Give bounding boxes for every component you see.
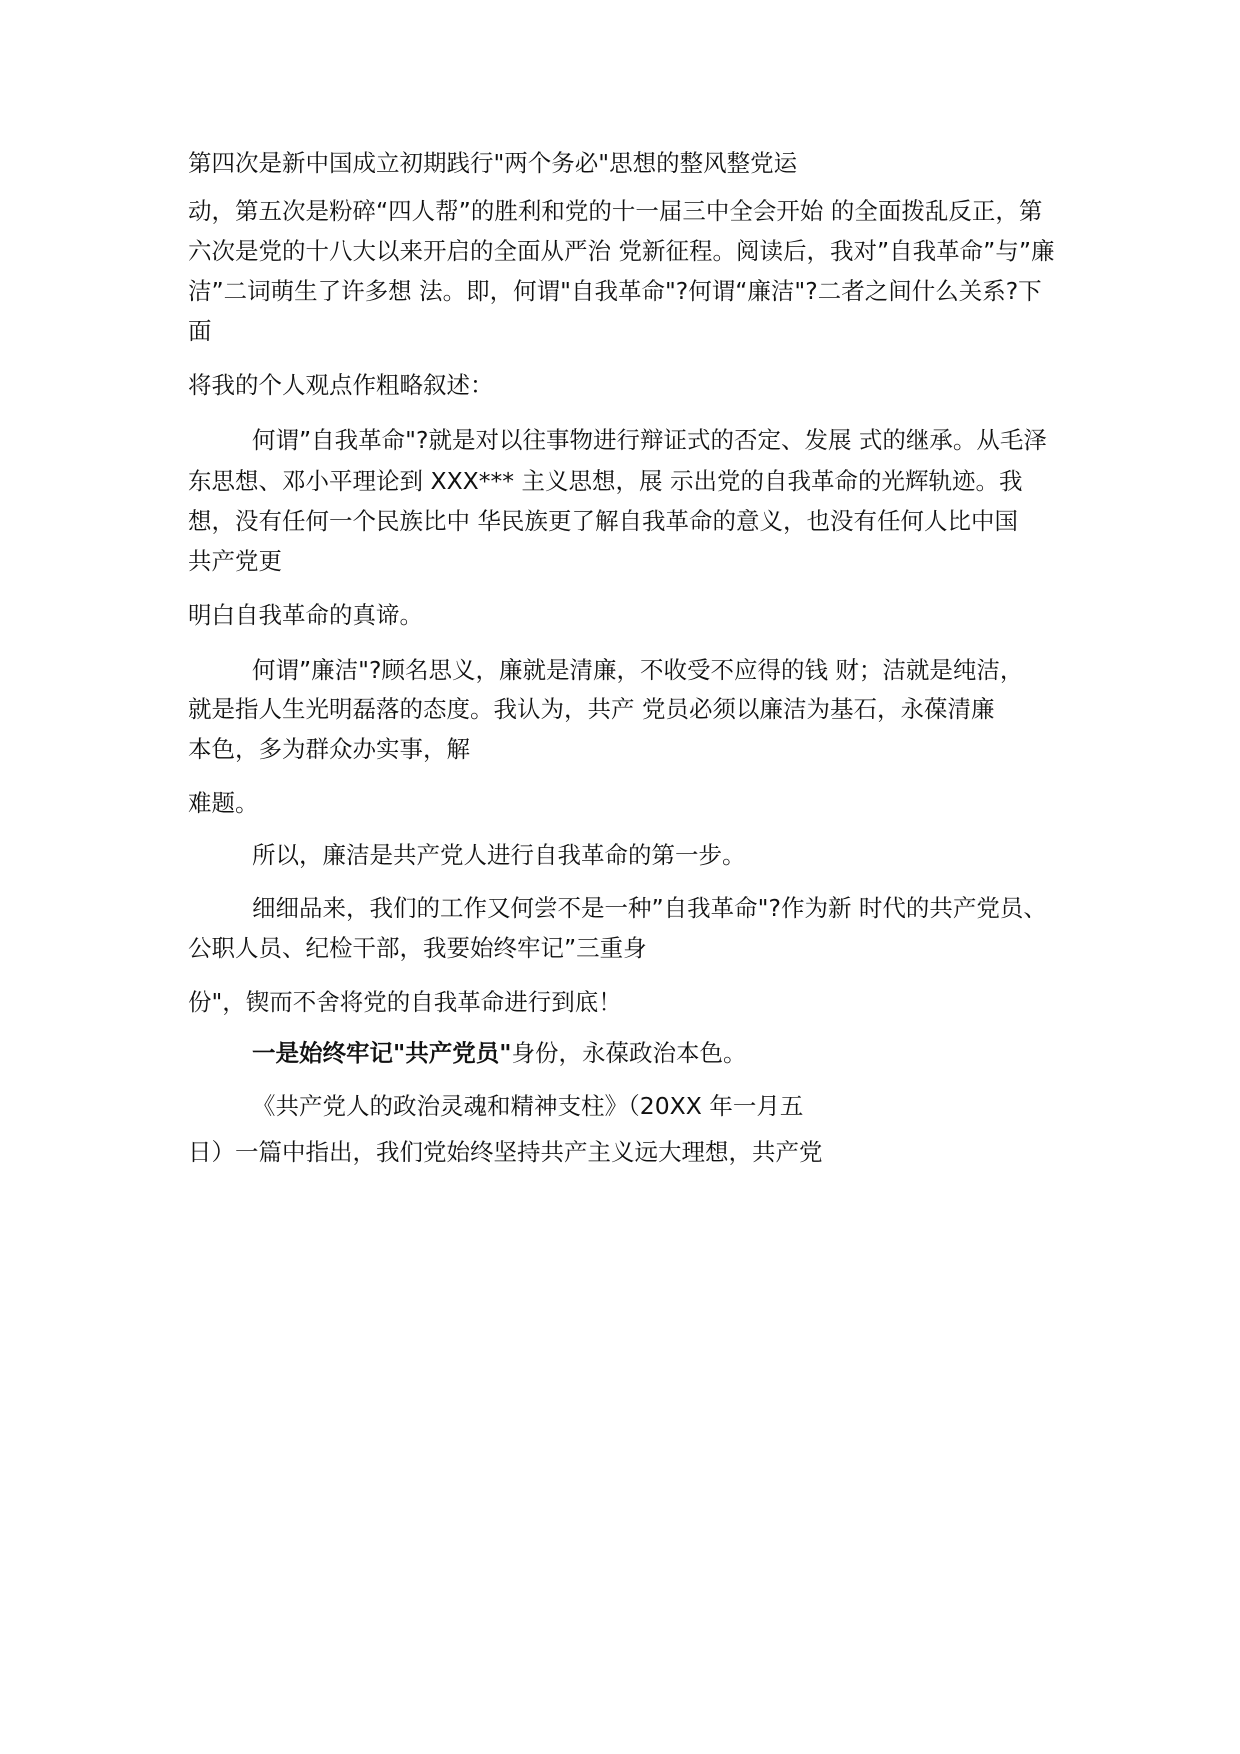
heading-suffix: 身份，永葆政治本色。 <box>511 1039 747 1067</box>
text-line-19: 份"，锲而不舍将党的自我革命进行到底！ <box>188 988 622 1016</box>
paragraph-work-start: 细细品来，我们的工作又何尝不是一种”自我革命"?作为新 时代的共产党员、 <box>252 894 1047 922</box>
paragraph-integrity-start: 何谓”廉洁"?顾名思义，廉就是清廉，不收受不应得的钱 财；洁就是纯洁， <box>252 656 1024 684</box>
text-line-15: 难题。 <box>188 789 259 817</box>
paragraph-self-revolution-start: 何谓”自我革命"?就是对以往事物进行辩证式的否定、发展 式的继承。从毛泽 <box>252 426 1047 454</box>
text-line-2: 动，第五次是粉碎“四人帮”的胜利和党的十一届三中全会开始 的全面拨乱反正，第 <box>188 197 1043 225</box>
text-line-1: 第四次是新中国成立初期践行"两个务必"思想的整风整党运 <box>188 149 798 177</box>
paragraph-citation-start: 《共产党人的政治灵魂和精神支柱》（20XX 年一月五 <box>252 1092 804 1120</box>
bold-heading: 一是始终牢记"共产党员" <box>252 1039 512 1067</box>
text-line-9: 想，没有任何一个民族比中 华民族更了解自我革命的意义，也没有任何人比中国 <box>188 507 1018 535</box>
text-line-3: 六次是党的十八大以来开启的全面从严治 党新征程。阅读后，我对”自我革命”与”廉 <box>188 237 1055 265</box>
text-line-5: 面 <box>188 317 212 345</box>
text-line-11: 明白自我革命的真谛。 <box>188 601 423 629</box>
text-line-14: 本色，多为群众办实事，解 <box>188 735 470 763</box>
text-line-4: 洁”二词萌生了许多想 法。即，何谓"自我革命"?何谓“廉洁"?二者之间什么关系?下 <box>188 277 1042 305</box>
text-line-13: 就是指人生光明磊落的态度。我认为，共产 党员必须以廉洁为基石，永葆清廉 <box>188 695 995 723</box>
text-line-18: 公职人员、纪检干部，我要始终牢记”三重身 <box>188 934 647 962</box>
text-line-10: 共产党更 <box>188 547 282 575</box>
text-line-22: 日）一篇中指出，我们党始终坚持共产主义远大理想，共产党 <box>188 1138 823 1166</box>
paragraph-first-step: 所以，廉洁是共产党人进行自我革命的第一步。 <box>252 841 746 869</box>
text-line-6: 将我的个人观点作粗略叙述： <box>188 371 494 399</box>
heading-line-party-member <box>252 1038 747 1068</box>
text-line-8: 东思想、邓小平理论到 XXX*** 主义思想，展 示出党的自我革命的光辉轨迹。我 <box>188 467 1023 495</box>
